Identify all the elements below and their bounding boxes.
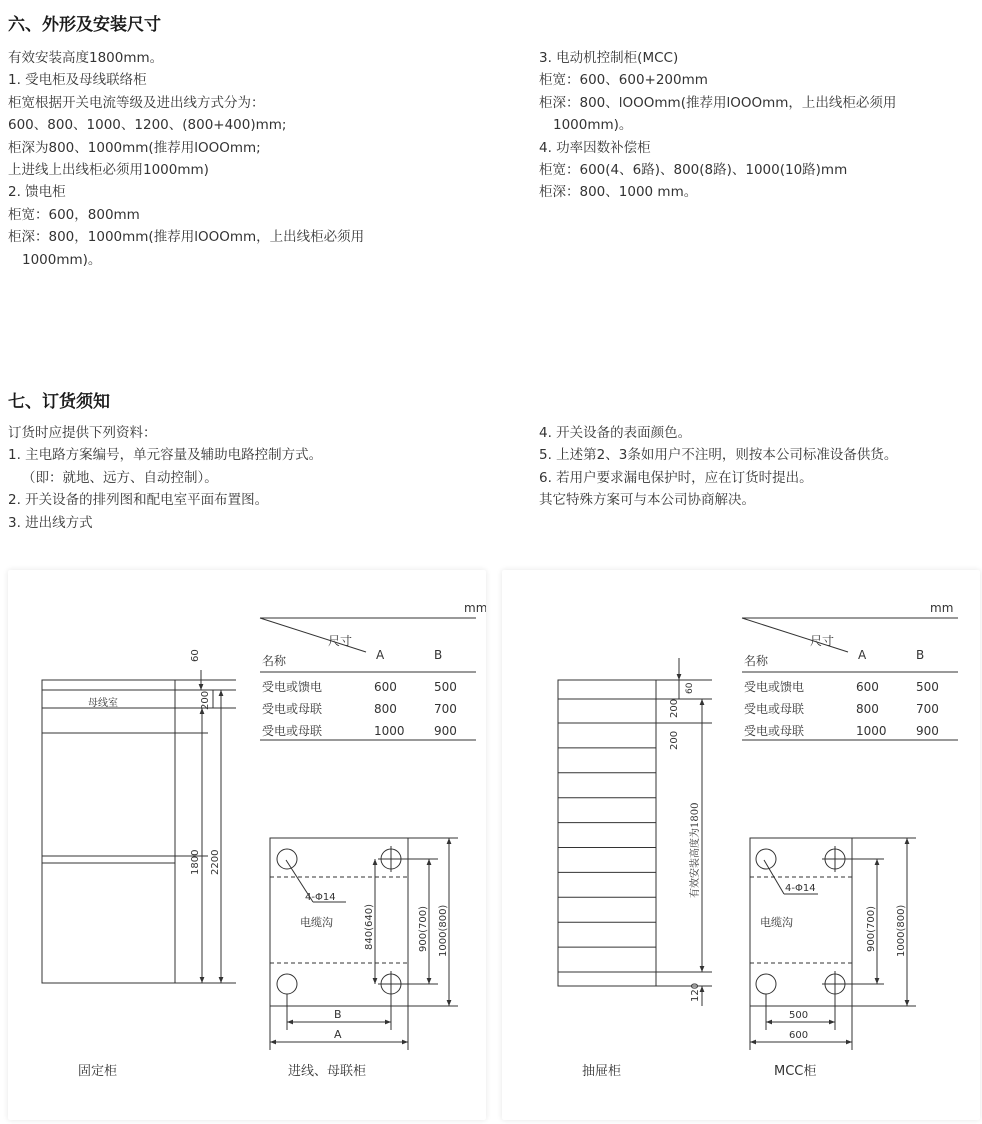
- table-row-b: 500: [916, 680, 939, 694]
- drawer-cabinet-outline: [558, 680, 656, 986]
- table-row-a: 600: [374, 680, 397, 694]
- text-line: 1. 主电路方案编号，单元容量及辅助电路控制方式。: [8, 447, 323, 464]
- section6-right-column: [539, 47, 896, 204]
- caption-drawer-cabinet: 抽屉柜: [582, 1064, 622, 1079]
- table2-unit: mm: [930, 601, 954, 615]
- busbar-room-label: 母线室: [88, 698, 118, 709]
- table-row-name: 受电或馈电: [744, 680, 805, 694]
- table2-col-b: B: [916, 648, 925, 662]
- dim-1800-label: 1800: [190, 849, 201, 875]
- drawer-dim-200a-label: 200: [669, 698, 680, 718]
- section7-right-column: [539, 422, 897, 512]
- holes-label: 4-Φ14: [305, 892, 336, 903]
- text-line: 1000mm)。: [22, 251, 102, 268]
- text-line: 柜深：800，1000mm(推荐用lOOOmm，上出线柜必须用: [8, 229, 365, 246]
- text-line: 柜宽根据开关电流等级及进出线方式分为：: [8, 94, 265, 111]
- dim-b-label: B: [334, 1008, 342, 1021]
- text-line: 订货时应提供下列资料：: [8, 425, 157, 441]
- mcc-dim-900-label: 900(700): [866, 906, 877, 952]
- text-line: 2. 开关设备的排列图和配电室平面布置图。: [8, 492, 269, 509]
- dim-900-label: 900(700): [418, 906, 429, 952]
- table-row-a: 800: [856, 702, 879, 716]
- text-line: 1. 受电柜及母线联络柜: [8, 72, 147, 89]
- text-line: 柜宽：600、600+200mm: [539, 72, 708, 89]
- drawing-right: [502, 570, 980, 1120]
- plan-outline: [270, 838, 408, 1006]
- table-row-name: 受电或母联: [744, 724, 805, 738]
- table-row-a: 600: [856, 680, 879, 694]
- table-row-a: 1000: [374, 724, 405, 738]
- drawing-panel-right: [502, 570, 980, 1120]
- table-row-b: 700: [434, 702, 457, 716]
- mcc-dim-600-label: 600: [789, 1030, 809, 1041]
- table-col-a: A: [376, 648, 385, 662]
- text-line: 2. 馈电柜: [8, 184, 66, 201]
- table2-col-a: A: [858, 648, 867, 662]
- text-line: 有效安装高度1800mm。: [8, 50, 164, 66]
- section6-left-column: [8, 47, 364, 271]
- text-line: 柜宽：600，800mm: [8, 206, 140, 223]
- table2-corner-bottom: 名称: [744, 654, 769, 668]
- table-row-name: 受电或母联: [262, 702, 323, 716]
- dim-840-label: 840(640): [364, 904, 375, 950]
- dim-200-label: 200: [200, 690, 211, 710]
- table-row-a: 1000: [856, 724, 887, 738]
- dim-2200-label: 2200: [210, 849, 221, 875]
- table-unit: mm: [464, 601, 486, 615]
- cable-trench-label: 电缆沟: [300, 916, 333, 929]
- table2-corner-top: 尺寸: [810, 634, 835, 648]
- dim-1000-label: 1000(800): [438, 904, 449, 957]
- text-line: 上进线上出线柜必须用1000mm): [8, 162, 209, 179]
- text-line: 4. 开关设备的表面颜色。: [539, 425, 692, 441]
- dim-60-label: 60: [190, 649, 201, 662]
- text-line: 5. 上述第2、3条如用户不注明，则按本公司标准设备供货。: [539, 447, 898, 464]
- table-col-b: B: [434, 648, 443, 662]
- text-line: 600、800、1000、1200、(800+400)mm;: [8, 117, 287, 134]
- text-line: 柜宽：600(4、6路)、800(8路)、1000(10路)mm: [539, 162, 848, 179]
- caption-mcc-cabinet: MCC柜: [774, 1064, 817, 1079]
- dim-a-label: A: [334, 1028, 342, 1041]
- text-line: 柜深：800、1000 mm。: [539, 184, 698, 201]
- table-row-b: 700: [916, 702, 939, 716]
- section6-title: 六、外形及安装尺寸: [8, 15, 161, 35]
- table-row-b: 900: [916, 724, 939, 738]
- table-row-a: 800: [374, 702, 397, 716]
- mcc-cable-trench-label: 电缆沟: [760, 916, 793, 929]
- text-line: 1000mm)。: [553, 117, 633, 134]
- text-line: 4. 功率因数补偿柜: [539, 139, 651, 156]
- text-line: 3. 进出线方式: [8, 514, 93, 531]
- text-line: 其它特殊方案可与本公司协商解决。: [539, 492, 755, 509]
- drawer-dim-200b-label: 200: [669, 730, 680, 750]
- mcc-holes-label: 4-Φ14: [785, 883, 816, 894]
- drawer-dim-60-label: 60: [685, 682, 695, 694]
- table-row-name: 受电或母联: [262, 724, 323, 738]
- drawer-dim-120-label: 120: [690, 982, 701, 1002]
- section7-title: 七、订货须知: [8, 392, 110, 412]
- text-line: 6. 若用户要求漏电保护时，应在订货时提出。: [539, 469, 813, 486]
- table-corner-bottom: 名称: [262, 654, 287, 668]
- table-corner-top: 尺寸: [328, 634, 353, 648]
- effective-height-label: 有效安装高度为1800: [690, 802, 701, 898]
- table-row-b: 500: [434, 680, 457, 694]
- mcc-dim-1000-label: 1000(800): [896, 904, 907, 957]
- table-row-name: 受电或母联: [744, 702, 805, 716]
- drawing-panel-left: [8, 570, 486, 1120]
- section7-left-column: [8, 422, 322, 534]
- drawing-left: [8, 570, 486, 1120]
- caption-incoming-cabinet: 进线、母联柜: [288, 1064, 367, 1079]
- mcc-dim-500-label: 500: [789, 1010, 809, 1021]
- table-row-b: 900: [434, 724, 457, 738]
- text-line: 柜深为800、1000mm(推荐用lOOOmm;: [8, 139, 261, 156]
- text-line: 柜深：800、lOOOmm(推荐用lOOOmm，上出线柜必须用: [539, 94, 897, 111]
- caption-fixed-cabinet: 固定柜: [78, 1064, 118, 1079]
- text-line: 3. 电动机控制柜(MCC): [539, 50, 679, 66]
- table-row-name: 受电或馈电: [262, 680, 323, 694]
- text-line: （即：就地、远方、自动控制）。: [22, 469, 218, 486]
